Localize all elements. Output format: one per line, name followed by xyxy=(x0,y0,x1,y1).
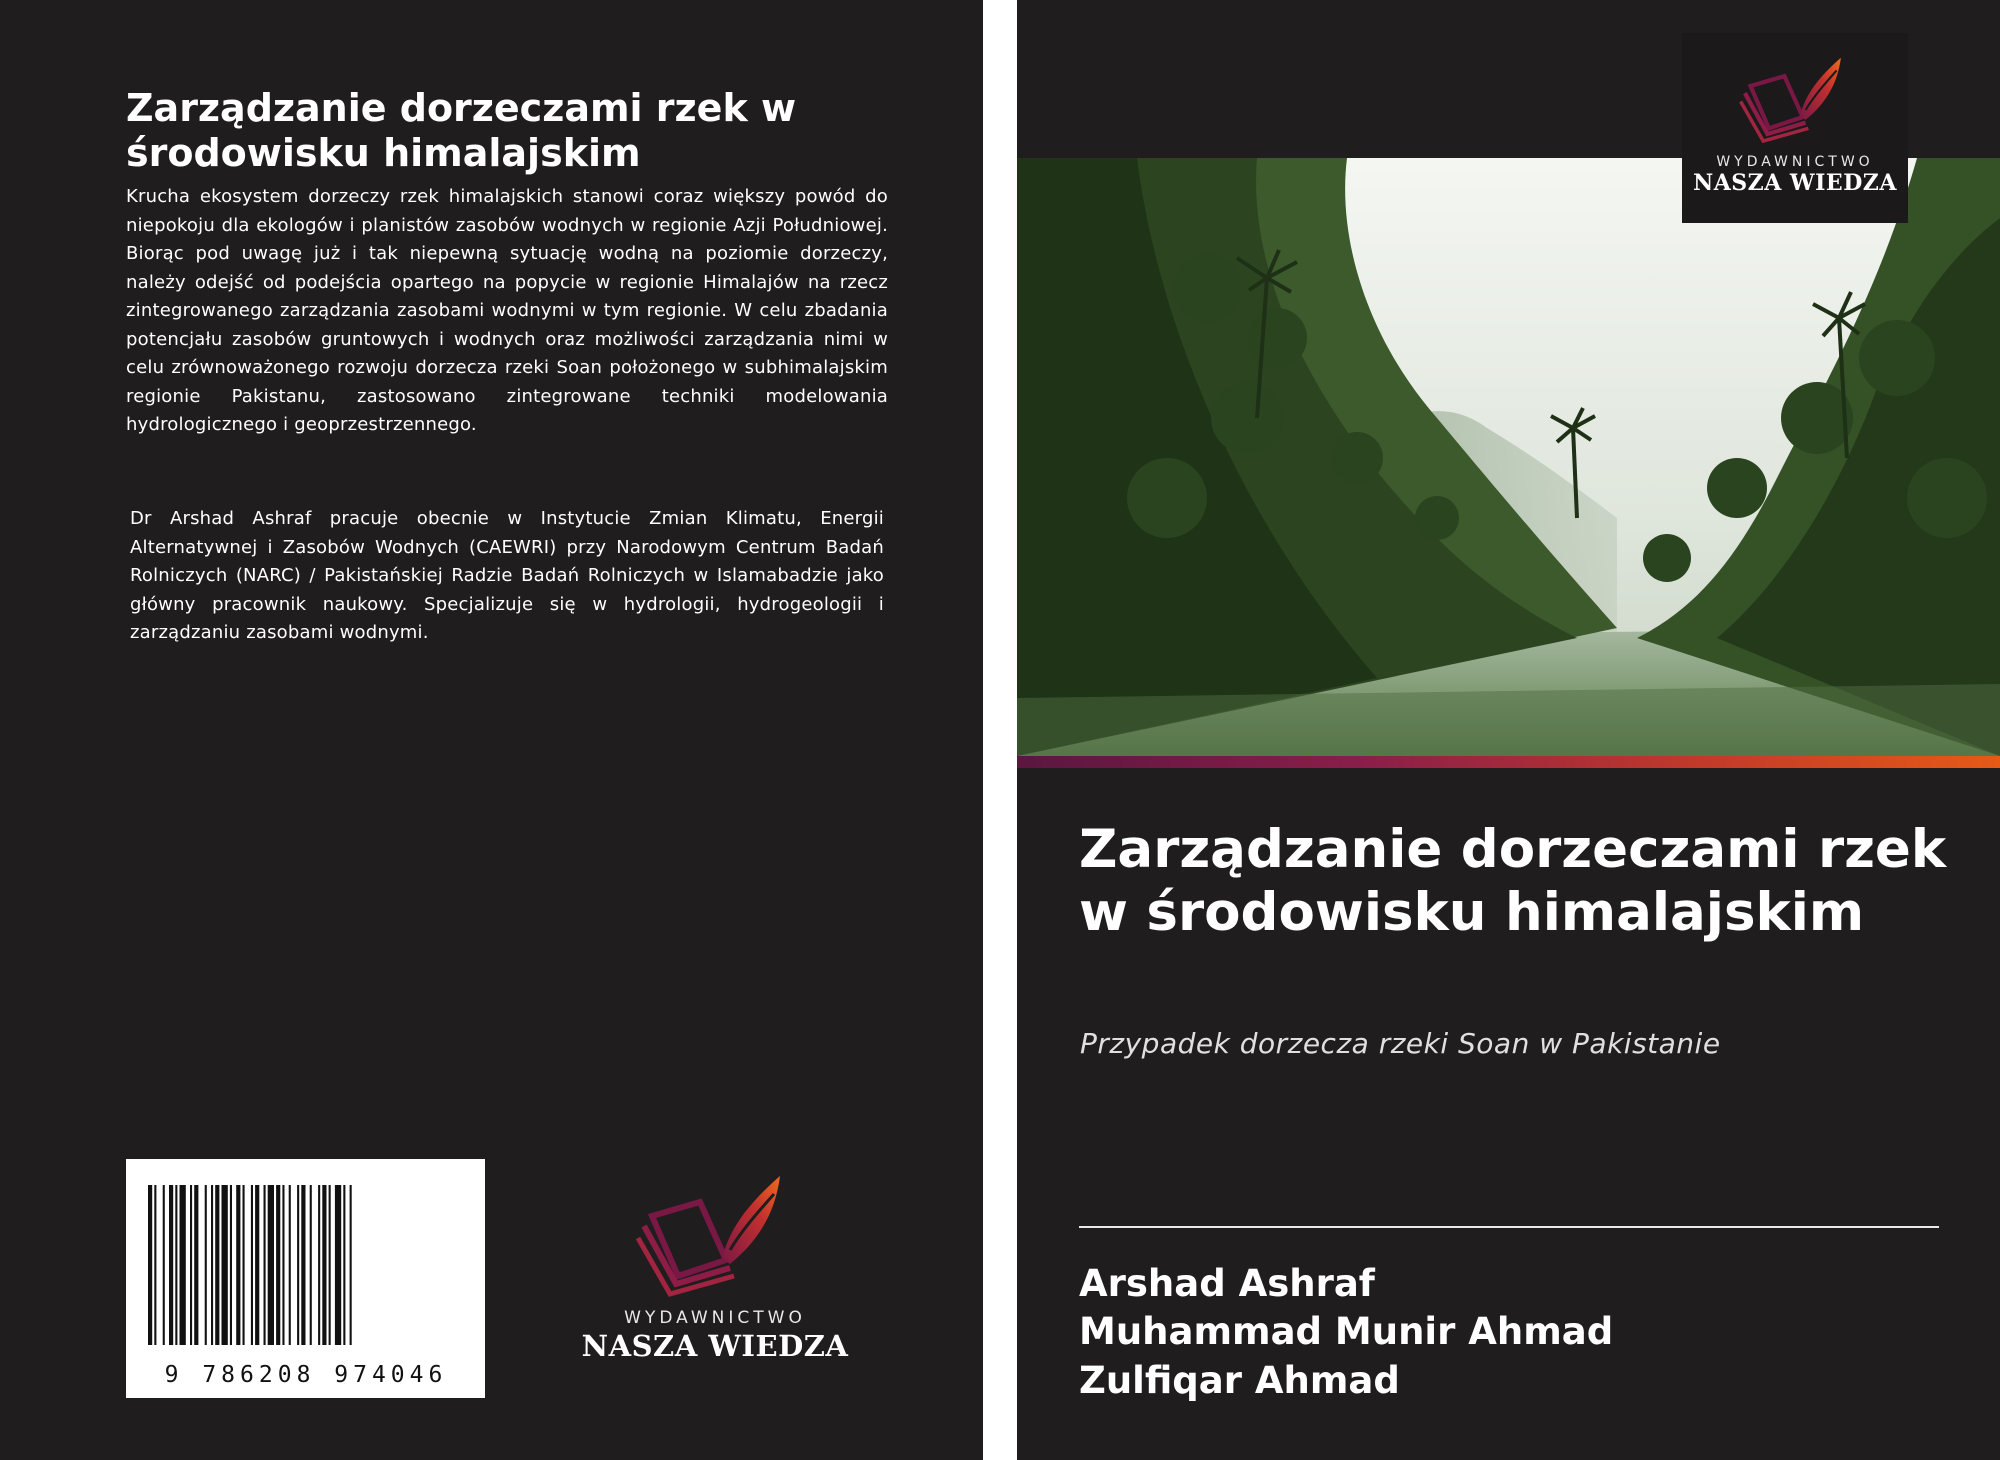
barcode-bar xyxy=(180,1185,186,1345)
author-name: Muhammad Munir Ahmad xyxy=(1079,1310,1614,1353)
barcode-bar xyxy=(301,1185,305,1345)
author-bio: Dr Arshad Ashraf pracuje obecnie w Instytucie Zmian Klimatu, Energii Alternatywnej i Zasobów Wodnych (CAEWRI) przy Narodowym Centrum Badań Rolniczych (NARC) / Pakistańskiej Radzie Badań Rolniczych w Islamabadzie jako główny pracownik naukowy. Specjalizuje się w hydrologii, hydrogeologii i zarządzaniu zasobami wodnymi. xyxy=(130,508,884,643)
barcode-bar xyxy=(329,1185,331,1345)
barcode-bar xyxy=(222,1185,228,1345)
barcode-bar xyxy=(236,1185,240,1345)
barcode-bar xyxy=(255,1185,259,1345)
accent-stripe xyxy=(1017,756,2000,768)
barcode-bar xyxy=(276,1185,280,1345)
barcode-bar xyxy=(243,1185,245,1345)
front-cover-subtitle: Przypadek dorzecza rzeki Soan w Pakistanie xyxy=(1080,1027,1721,1060)
barcode-bar xyxy=(282,1185,284,1345)
barcode-bar xyxy=(163,1185,165,1345)
barcode-bar xyxy=(148,1185,152,1345)
barcode-bar xyxy=(335,1185,341,1345)
barcode-bar xyxy=(154,1185,156,1345)
barcode-bars xyxy=(148,1185,464,1345)
publisher-line2: NASZA WIEDZA xyxy=(581,1329,849,1363)
front-publisher-line1: WYDAWNICTWO xyxy=(1716,154,1874,170)
author-name: Arshad Ashraf xyxy=(1079,1262,1375,1305)
barcode-bar xyxy=(310,1185,312,1345)
book-quill-icon xyxy=(1735,52,1855,144)
author-name: Zulfiqar Ahmad xyxy=(1079,1359,1400,1402)
book-description: Krucha ekosystem dorzeczy rzek himalajskich stanowi coraz większy powód do niepokoju dla ekologów i planistów zasobów wodnych w regionie Azji Południowej. Biorąc pod uwagę już i tak niepewną sytuację wodną na poziomie dorzeczy, należy odejść od podejścia opartego na popycie w regionie Himalajów na rzecz zintegrowanego zarządzania zasobami wodnymi w tym regionie. W celu zbadania potencjału zasobów gruntowych i wodnych oraz możliwości zarządzania nimi w celu zrównoważonego rozwoju dorzecza rzeki Soan położonego w subhimalajskim regionie Pakistanu, zastosowano zintegrowane techniki modelowania hydrologicznego i geoprzestrzennego. xyxy=(126,186,888,435)
back-cover-title: Zarządzanie dorzeczami rzek w środowisku himalajskim xyxy=(126,86,797,175)
barcode-bar xyxy=(289,1185,291,1345)
barcode-bar xyxy=(343,1185,345,1345)
barcode-bar xyxy=(190,1185,192,1345)
divider xyxy=(1079,1226,1939,1228)
front-cover-title: Zarządzanie dorzeczami rzek w środowisku himalajskim xyxy=(1079,819,1947,943)
front-publisher-logo xyxy=(1682,52,1908,196)
barcode-bar xyxy=(322,1185,326,1345)
barcode-bar xyxy=(318,1185,320,1345)
barcode-bar xyxy=(251,1185,253,1345)
back-cover xyxy=(0,0,983,1460)
barcode-bar xyxy=(350,1185,352,1345)
barcode-bar xyxy=(194,1185,198,1345)
isbn-barcode xyxy=(126,1159,485,1398)
isbn-number: 9 786208 974046 xyxy=(164,1362,448,1388)
barcode-bar xyxy=(211,1185,213,1345)
front-publisher-line2: NASZA WIEDZA xyxy=(1693,170,1897,196)
publisher-logo xyxy=(580,1168,850,1363)
river-jungle-photo xyxy=(1017,158,2000,756)
barcode-bar xyxy=(175,1185,177,1345)
publisher-line1: WYDAWNICTWO xyxy=(624,1308,806,1328)
barcode-bar xyxy=(169,1185,173,1345)
barcode-bar xyxy=(215,1185,219,1345)
barcode-bar xyxy=(297,1185,299,1345)
barcode-bar xyxy=(268,1185,274,1345)
barcode-bar xyxy=(205,1185,207,1345)
book-quill-icon xyxy=(630,1168,800,1298)
barcode-bar xyxy=(264,1185,266,1345)
barcode-bar xyxy=(230,1185,232,1345)
